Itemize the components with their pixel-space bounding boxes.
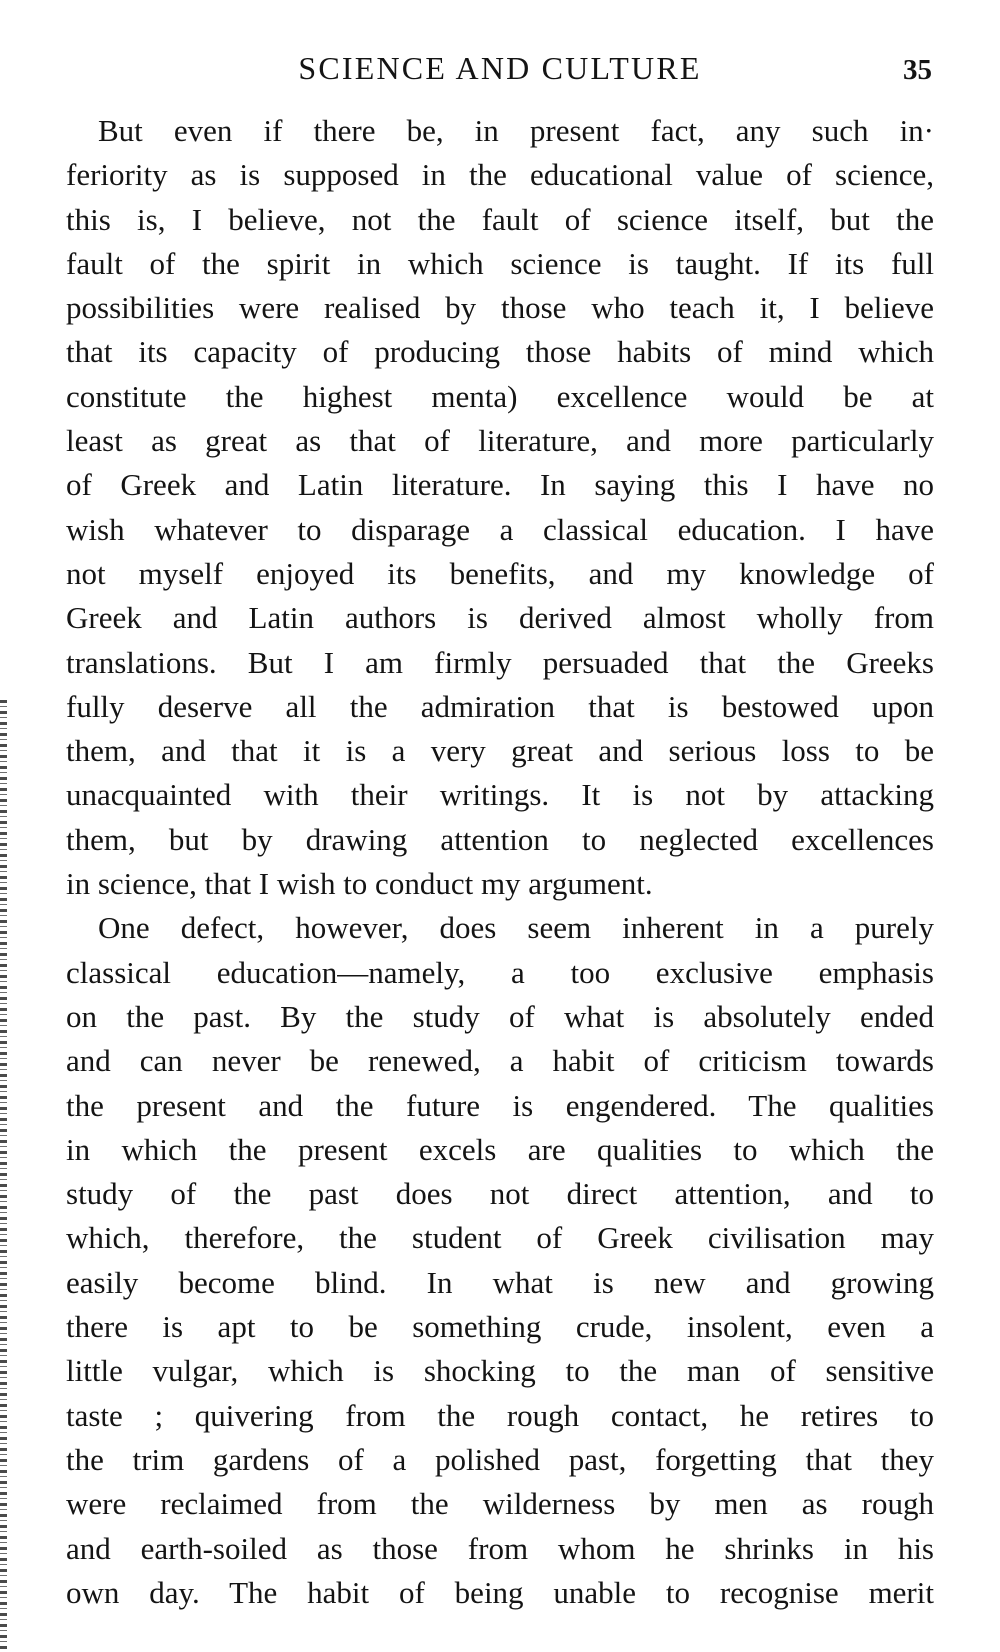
text-line: in science, that I wish to conduct my argument. [66, 866, 653, 902]
text-line: taste ; quivering from the rough contact, he retires to [66, 1397, 934, 1433]
text-line: little vulgar, which is shocking to the man of sensitive [66, 1353, 934, 1389]
text-line: which, therefore, the student of Greek civilisation may [66, 1220, 934, 1256]
text-line: fault of the spirit in which science is taught. If its full [66, 245, 934, 281]
running-title: SCIENCE AND CULTURE [298, 50, 702, 86]
text-line: classical education—namely, a too exclusive emphasis [66, 954, 934, 990]
text-line: constitute the highest menta) excellence would be at [66, 378, 934, 414]
binding-edge [0, 700, 7, 1652]
page-number: 35 [903, 54, 932, 86]
text-line: of Greek and Latin literature. In saying this I have no [66, 467, 934, 503]
text-line: own day. The habit of being unable to recognise merit [66, 1574, 934, 1610]
text-line: on the past. By the study of what is absolutely ended [66, 998, 934, 1034]
text-line: But even if there be, in present fact, any such in· [98, 113, 934, 148]
text-line: feriority as is supposed in the educational value of science, [66, 157, 934, 193]
text-line: least as great as that of literature, and more particularly [66, 423, 934, 459]
text-line: there is apt to be something crude, insolent, even a [66, 1309, 934, 1345]
text-line: in which the present excels are qualities to which the [66, 1131, 934, 1167]
body-text [66, 109, 934, 1615]
text-line: and can never be renewed, a habit of criticism towards [66, 1043, 934, 1079]
text-line: wish whatever to disparage a classical education. I have [66, 511, 934, 547]
text-line: not myself enjoyed its benefits, and my knowledge of [66, 555, 934, 591]
text-line: the trim gardens of a polished past, forgetting that they [66, 1441, 934, 1477]
text-line: and earth-soiled as those from whom he shrinks in his [66, 1530, 934, 1566]
text-line: study of the past does not direct attention, and to [66, 1176, 934, 1212]
text-line: easily become blind. In what is new and growing [66, 1264, 934, 1300]
text-line: were reclaimed from the wilderness by men as rough [66, 1486, 934, 1522]
text-line: them, and that it is a very great and serious loss to be [66, 733, 934, 769]
text-line: this is, I believe, not the fault of science itself, but the [66, 201, 934, 237]
text-line: them, but by drawing attention to neglected excellences [66, 821, 934, 857]
text-line: Greek and Latin authors is derived almost wholly from [66, 600, 934, 636]
text-line: translations. But I am firmly persuaded that the Greeks [66, 644, 934, 680]
text-line: fully deserve all the admiration that is bestowed upon [66, 688, 934, 724]
text-line: the present and the future is engendered. The qualities [66, 1087, 934, 1123]
text-line: that its capacity of producing those habits of mind which [66, 334, 934, 370]
text-line: One defect, however, does seem inherent in a purely [98, 910, 934, 946]
text-line: possibilities were realised by those who teach it, I believe [66, 290, 934, 326]
running-head [68, 46, 932, 96]
text-line: unacquainted with their writings. It is not by attacking [66, 777, 934, 813]
